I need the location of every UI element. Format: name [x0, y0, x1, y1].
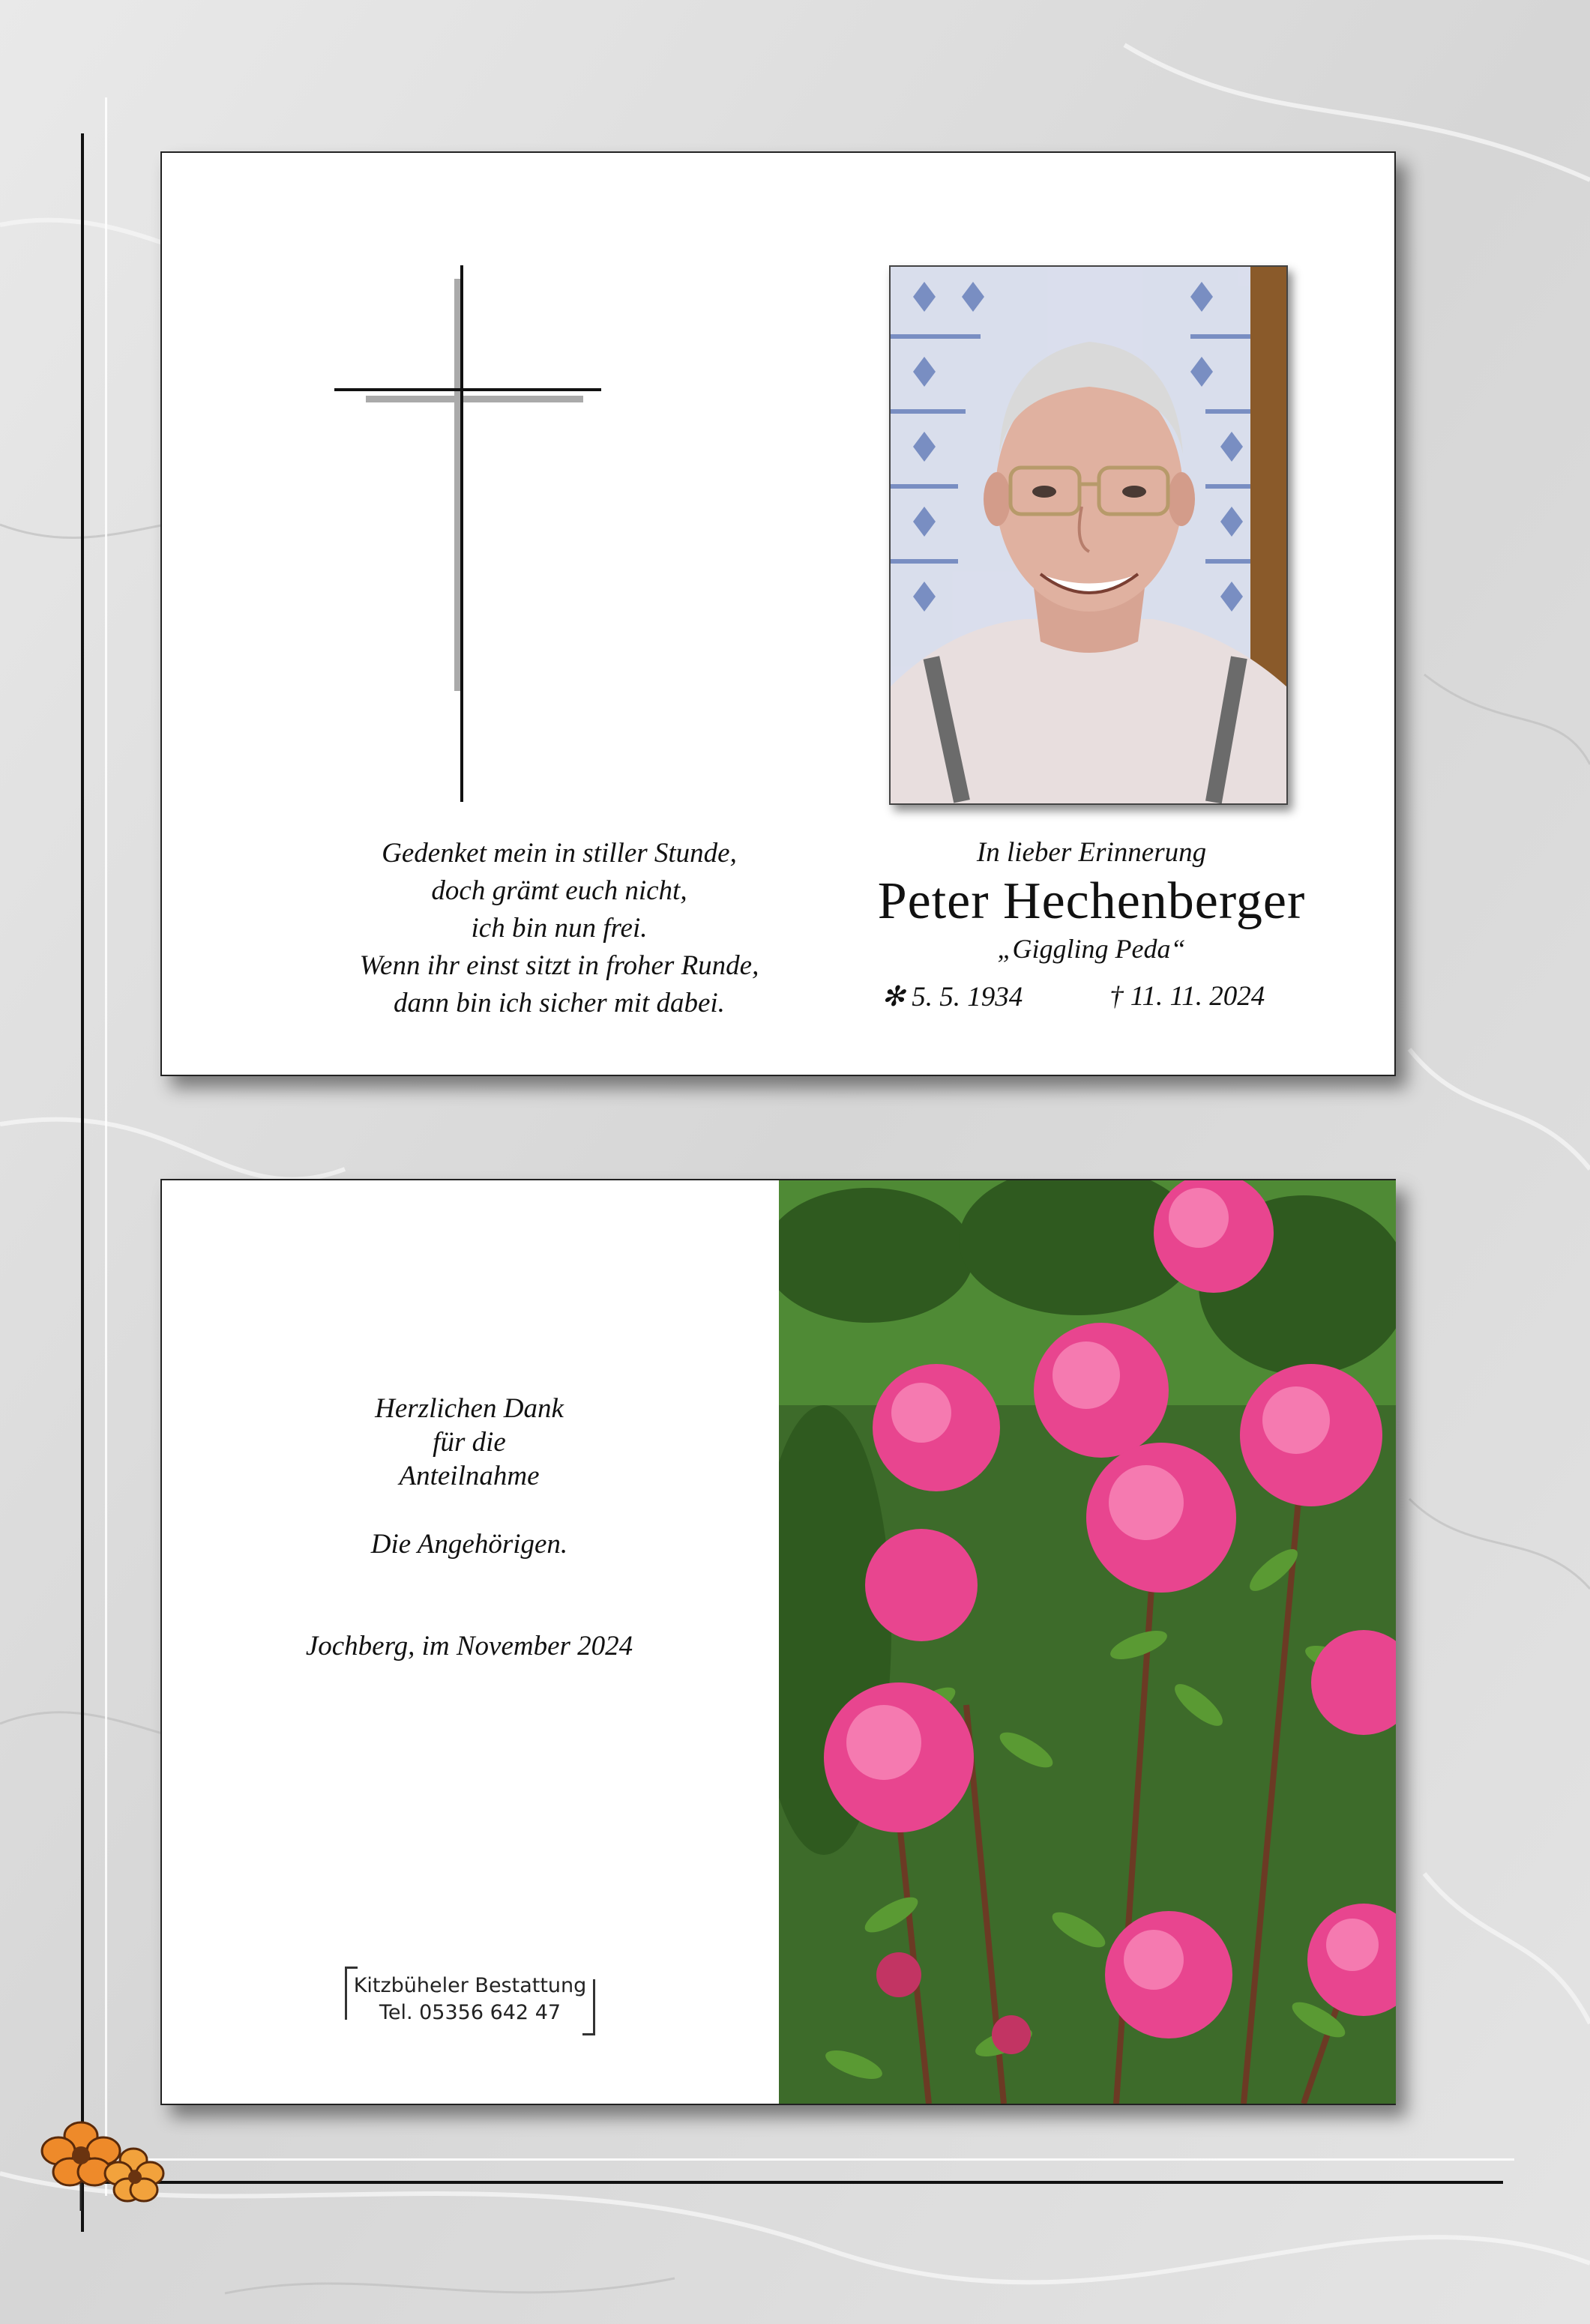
in-memory-label: In lieber Erinnerung [976, 837, 1207, 868]
alpine-rose-photo [779, 1180, 1396, 2104]
nickname: „Giggling Peda“ [997, 934, 1186, 964]
bottom-border-thin-line [90, 2158, 1514, 2161]
thanks-line: für die [433, 1427, 506, 1458]
bottom-border-line [67, 2181, 1503, 2184]
relatives-text: Die Angehörigen. [370, 1529, 568, 1560]
life-dates [882, 980, 1451, 1025]
birth-date: ✻ 5. 5. 1934 [882, 982, 1023, 1012]
left-border-thin-line [105, 97, 107, 2196]
left-border-line [81, 133, 84, 2232]
portrait-photo [889, 265, 1288, 805]
undertaker-label [345, 1967, 595, 2035]
death-date: † 11. 11. 2024 [1109, 981, 1265, 1012]
orange-flower-icon [28, 2121, 171, 2211]
front-card [160, 151, 1396, 1076]
thanks-line: Herzlichen Dank [375, 1393, 564, 1424]
thanks-text [207, 1392, 732, 1493]
poem-line: dann bin ich sicher mit dabei. [394, 988, 725, 1018]
memorial-poem [207, 835, 912, 1022]
undertaker-phone: Tel. 05356 642 47 [379, 2001, 561, 2024]
poem-line: Gedenket mein in stiller Stunde, [382, 838, 737, 869]
cross-icon [334, 265, 604, 812]
poem-line: Wenn ihr einst sitzt in froher Runde, [359, 950, 759, 981]
memorial-name-block [837, 835, 1346, 965]
deceased-name: Peter Hechenberger [877, 872, 1306, 930]
undertaker-name: Kitzbüheler Bestattung [353, 1974, 587, 1997]
place-date-text: Jochberg, im November 2024 [305, 1631, 633, 1661]
poem-line: ich bin nun frei. [471, 913, 648, 944]
thanks-line: Anteilnahme [399, 1461, 540, 1491]
back-card [160, 1179, 1396, 2105]
poem-line: doch grämt euch nicht, [431, 875, 687, 906]
